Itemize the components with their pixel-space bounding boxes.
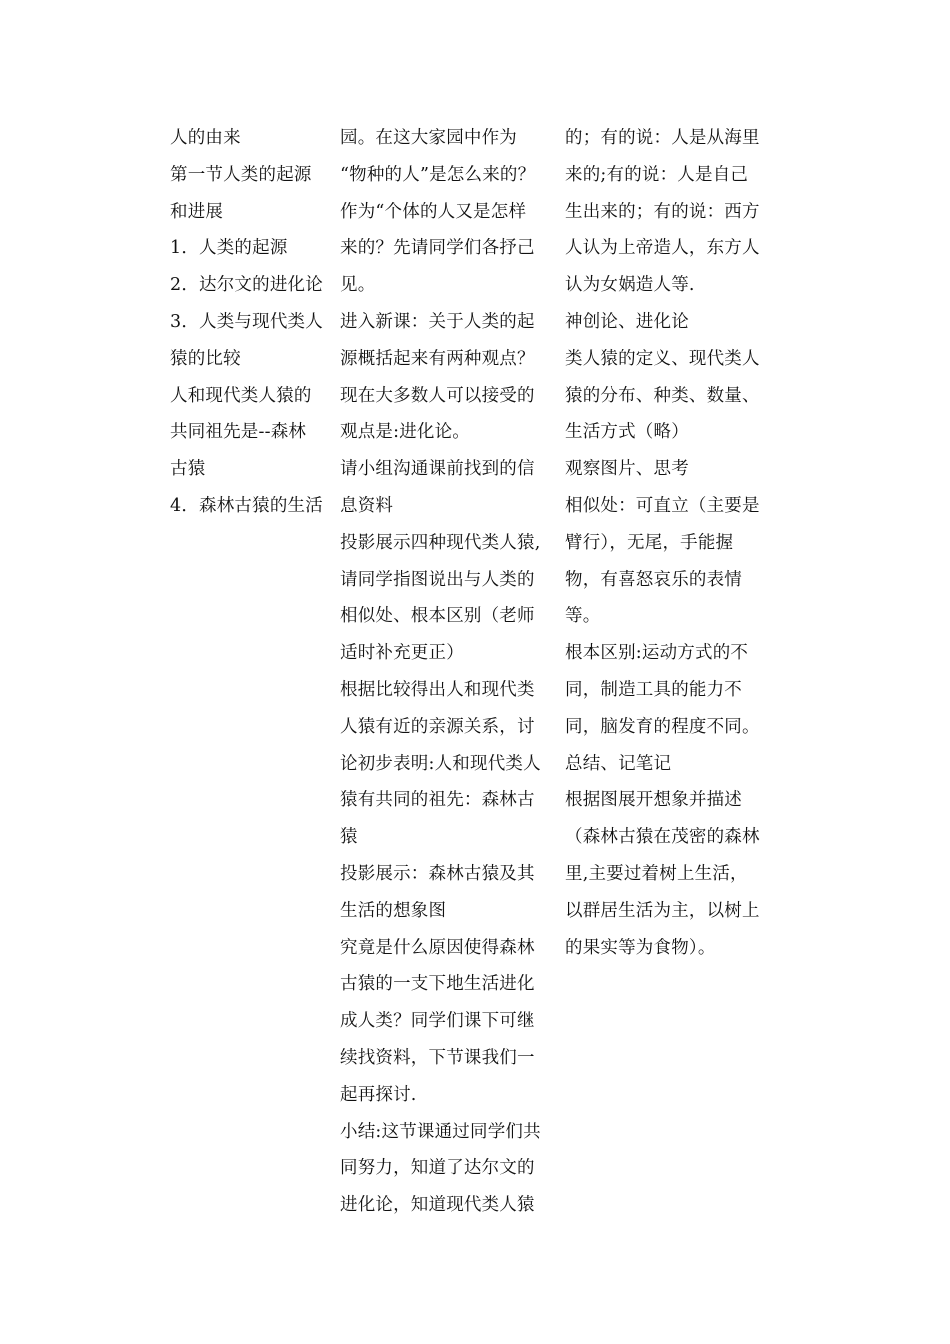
text-line: 来的？先请同学们各抒己	[340, 238, 535, 259]
text-line: 园。在这大家园中作为	[340, 128, 517, 148]
column-teacher-activity	[340, 120, 560, 1224]
text-line: 同，制造工具的能力不	[565, 679, 742, 700]
text-line: 猿有共同的祖先：森林古	[340, 790, 535, 811]
text-line: 等。	[565, 606, 601, 627]
text-line: 作为“个体的人又是怎样	[340, 201, 527, 222]
text-line: 和进展	[170, 201, 224, 222]
text-line: 究竟是什么原因使得森林	[340, 937, 535, 958]
text-line: 1．人类的起源	[170, 238, 288, 259]
text-line: 同努力，知道了达尔文的	[340, 1158, 535, 1179]
text-line: 根据比较得出人和现代类	[340, 679, 535, 700]
text-line: 适时补充更正）	[340, 643, 464, 664]
text-line: 根本区别:运动方式的不	[565, 643, 749, 664]
text-line: （森林古猿在茂密的森林	[565, 827, 760, 848]
text-line: 4．森林古猿的生活	[170, 495, 323, 516]
text-line: 观察图片、思考	[565, 459, 689, 480]
text-line: 3．人类与现代类人	[170, 311, 323, 332]
text-line: 投影展示四种现代类人猿,	[340, 532, 541, 553]
text-line: 第一节人类的起源	[170, 164, 312, 185]
text-line: 进入新课：关于人类的起	[340, 311, 535, 332]
text-line: 人的由来	[170, 128, 241, 148]
text-line: 小结:这节课通过同学们共	[340, 1121, 541, 1142]
text-line: 相似处、根本区别（老师	[340, 606, 535, 627]
text-line: 请同学指图说出与人类的	[340, 569, 535, 590]
text-line: 猿	[340, 827, 358, 848]
text-line: 生出来的；有的说：西方	[565, 201, 760, 222]
text-line: 共同祖先是--森林	[170, 422, 307, 443]
text-line: 2．达尔文的进化论	[170, 275, 323, 296]
text-line: 成人类？同学们课下可继	[340, 1011, 535, 1032]
text-line: 源概括起来有两种观点？	[340, 348, 535, 369]
text-line: 神创论、进化论	[565, 311, 689, 332]
text-line: 的果实等为食物）。	[565, 937, 716, 958]
text-line: 猿的比较	[170, 348, 241, 369]
text-line: 人认为上帝造人，东方人	[565, 238, 760, 259]
text-line: 观点是:进化论。	[340, 422, 470, 443]
text-line: 论初步表明:人和现代类人	[340, 753, 541, 774]
text-line: 起再探讨.	[340, 1084, 417, 1105]
text-line: 根据图展开想象并描述	[565, 790, 742, 811]
text-line: 物，有喜怒哀乐的表情	[565, 569, 742, 590]
text-line: 息资料	[340, 495, 394, 516]
text-line: 认为女娲造人等.	[565, 275, 695, 296]
text-line: 臂行），无尾，手能握	[565, 532, 734, 553]
text-line: 进化论，知道现代类人猿	[340, 1195, 535, 1216]
text-line: 生活的想象图	[340, 900, 447, 921]
text-line: 以群居生活为主，以树上	[565, 900, 760, 921]
column-student-activity	[565, 120, 780, 966]
text-line: 人猿有近的亲源关系，讨	[340, 716, 535, 737]
text-line: 类人猿的定义、现代类人	[565, 348, 760, 369]
text-line: 的；有的说：人是从海里	[565, 128, 760, 148]
text-line: 续找资料，下节课我们一	[340, 1047, 535, 1068]
text-line: 投影展示：森林古猿及其	[340, 863, 535, 884]
text-line: 古猿	[170, 459, 206, 480]
text-line: 见。	[340, 275, 376, 296]
text-line: 生活方式（略）	[565, 422, 689, 443]
text-line: “物种的人”是怎么来的？	[340, 164, 536, 185]
column-outline	[170, 120, 336, 525]
text-line: 猿的分布、种类、数量、	[565, 385, 760, 406]
text-line: 古猿的一支下地生活进化	[340, 974, 535, 995]
text-line: 里,主要过着树上生活，	[565, 863, 748, 884]
text-line: 同，脑发育的程度不同。	[565, 716, 760, 737]
text-line: 请小组沟通课前找到的信	[340, 459, 535, 480]
text-line: 总结、记笔记	[565, 753, 672, 774]
text-line: 来的;有的说：人是自己	[565, 164, 749, 185]
text-line: 现在大多数人可以接受的	[340, 385, 535, 406]
text-line: 人和现代类人猿的	[170, 385, 312, 406]
text-line: 相似处：可直立（主要是	[565, 495, 760, 516]
